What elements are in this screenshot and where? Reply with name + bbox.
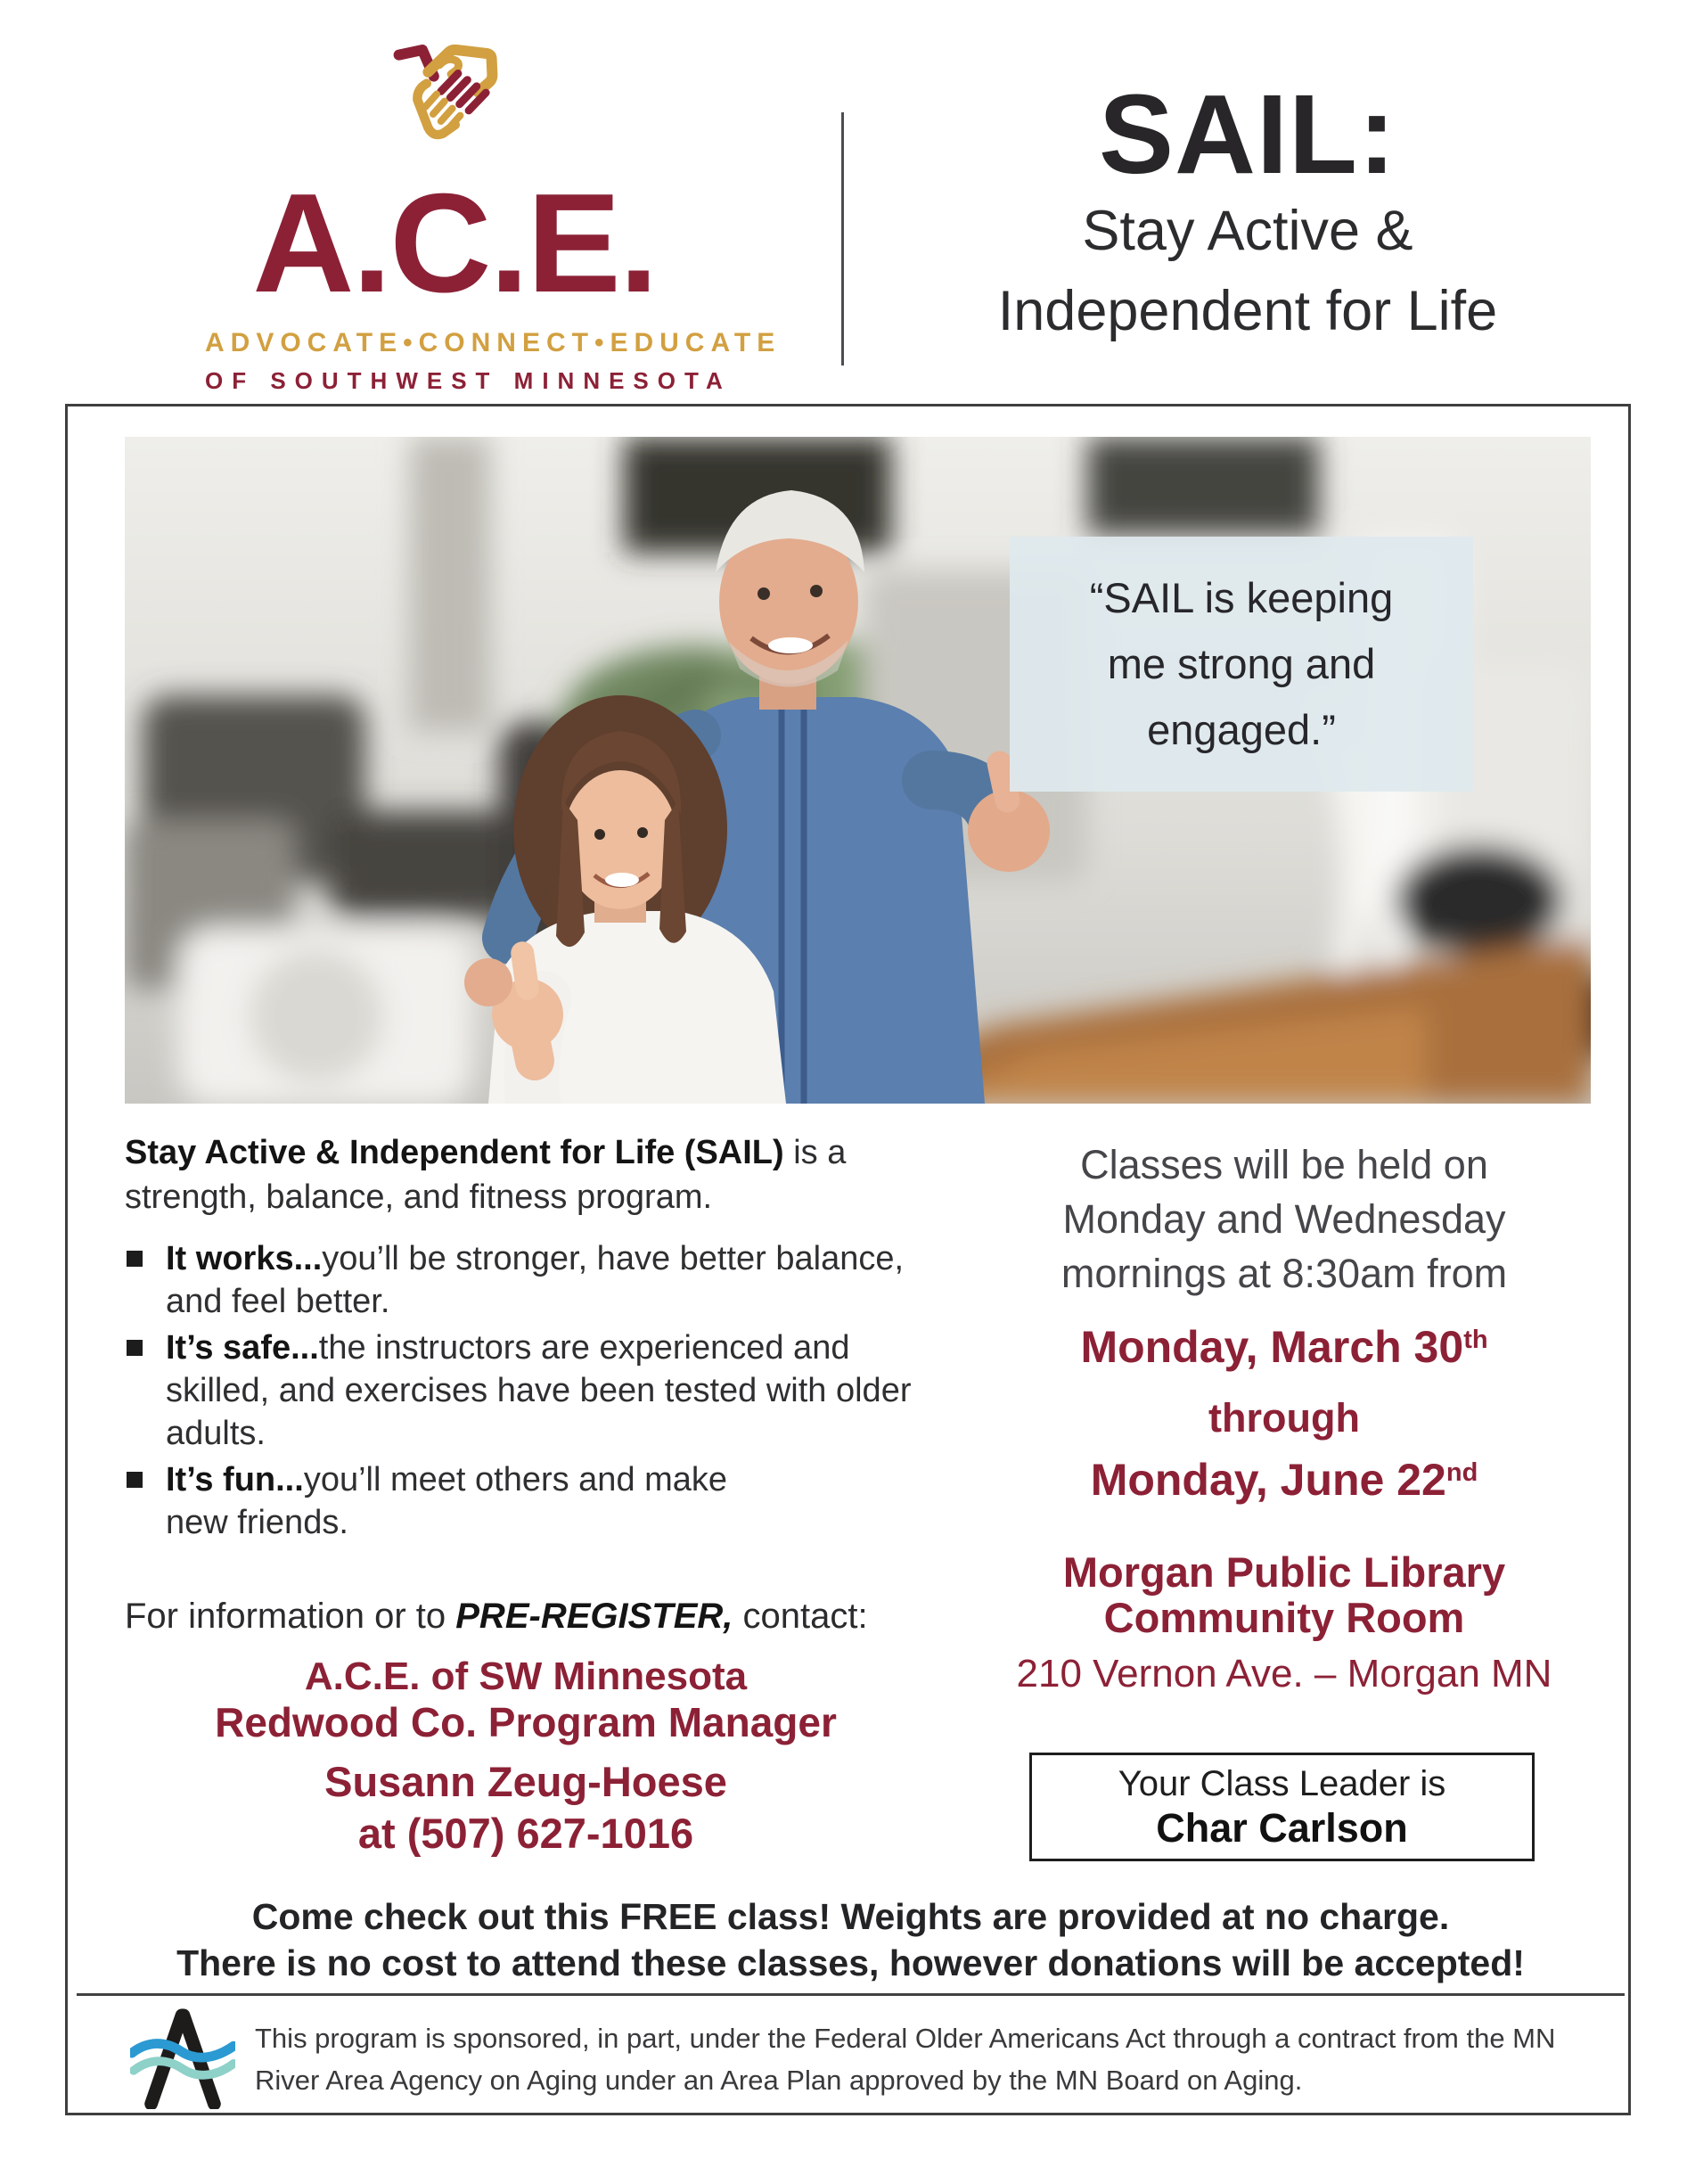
schedule-intro-line: Classes will be held on — [1080, 1142, 1488, 1187]
contact-block — [125, 1654, 927, 1858]
date-connector: through — [1208, 1395, 1360, 1441]
leader-label: Your Class Leader is — [1118, 1764, 1446, 1803]
title-block — [864, 71, 1631, 351]
promo-line: Come check out this FREE class! Weights are provided at no charge. — [251, 1896, 1450, 1937]
logo-acronym: A.C.E. — [252, 165, 657, 322]
page-subtitle-line1: Stay Active & — [1082, 200, 1413, 262]
benefit-text: you’ll be stronger, have better balance, and feel better. — [166, 1240, 905, 1320]
contact-phone: at (507) 627-1016 — [357, 1810, 694, 1857]
square-bullet-icon — [127, 1251, 143, 1267]
benefit-lead: It works... — [166, 1240, 323, 1277]
start-date: Monday, March 30th — [1080, 1322, 1488, 1372]
date-range — [946, 1322, 1623, 1509]
benefit-lead: It’s safe... — [166, 1329, 319, 1367]
start-date-ordinal: th — [1463, 1326, 1488, 1355]
benefit-item-works — [127, 1237, 929, 1323]
schedule-intro-line: Monday and Wednesday — [1062, 1196, 1506, 1242]
ace-logo — [205, 39, 782, 395]
quote-line: “SAIL is keeping — [1089, 574, 1394, 621]
footer-divider — [77, 1993, 1625, 1996]
sponsor-text — [255, 2017, 1555, 2101]
benefit-text: the instructors are experienced and skilled, and exercises have been tested with older adults. — [166, 1329, 912, 1452]
venue-name-line2: Community Room — [1103, 1594, 1465, 1641]
sponsor-text-line: This program is sponsored, in part, under the Federal Older Americans Act through a contract from the MN — [255, 2023, 1556, 2054]
quote-line: me strong and — [1107, 640, 1376, 687]
page-subtitle-line2: Independent for Life — [997, 280, 1498, 342]
sponsor-note — [130, 2007, 1555, 2109]
end-date: Monday, June 22nd — [1090, 1455, 1478, 1505]
header-divider — [841, 112, 844, 365]
register-emphasis: PRE-REGISTER, — [455, 1597, 733, 1636]
venue-name-line1: Morgan Public Library — [1062, 1548, 1506, 1596]
benefit-text: you’ll meet others and make new friends. — [166, 1461, 728, 1541]
content-frame — [65, 404, 1631, 2115]
quote-line: engaged.” — [1147, 706, 1336, 753]
contact-org: A.C.E. of SW Minnesota — [304, 1654, 748, 1698]
promo-banner — [86, 1893, 1616, 1986]
location-block — [946, 1549, 1623, 1694]
end-date-ordinal: nd — [1445, 1458, 1478, 1488]
page-title: SAIL: — [1099, 71, 1396, 197]
benefit-item-fun — [127, 1458, 929, 1544]
logo-region: OF SOUTHWEST MINNESOTA — [205, 367, 732, 395]
schedule-intro-line: mornings at 8:30am from — [1061, 1251, 1508, 1296]
register-prefix: For information or to — [125, 1597, 456, 1636]
logo-tagline: ADVOCATE•CONNECT•EDUCATE — [205, 328, 782, 358]
contact-person: Susann Zeug-Hoese — [324, 1758, 727, 1805]
square-bullet-icon — [127, 1472, 143, 1488]
square-bullet-icon — [127, 1340, 143, 1356]
hero-photo — [125, 437, 1591, 1104]
handshake-icon — [365, 39, 544, 175]
program-intro — [125, 1130, 927, 1219]
benefit-list — [127, 1237, 929, 1548]
contact-role: Redwood Co. Program Manager — [215, 1699, 837, 1745]
promo-line: There is no cost to attend these classes, however donations will be accepted! — [176, 1942, 1525, 1983]
intro-rest: is a strength, balance, and fitness program. — [125, 1134, 847, 1216]
schedule-intro — [946, 1137, 1623, 1301]
class-leader-box — [1029, 1753, 1535, 1861]
sponsor-text-line: River Area Agency on Aging under an Area Plan approved by the MN Board on Aging. — [255, 2065, 1303, 2096]
leader-name: Char Carlson — [1156, 1805, 1408, 1851]
venue-address: 210 Vernon Ave. – Morgan MN — [1016, 1652, 1552, 1695]
register-suffix: contact: — [733, 1597, 868, 1636]
intro-bold: Stay Active & Independent for Life (SAIL) — [125, 1134, 784, 1171]
testimonial-quote — [1010, 537, 1473, 792]
register-instruction — [125, 1597, 936, 1637]
area-agency-on-aging-logo — [130, 2007, 235, 2109]
benefit-lead: It’s fun... — [166, 1461, 304, 1498]
benefit-item-safe — [127, 1326, 929, 1455]
